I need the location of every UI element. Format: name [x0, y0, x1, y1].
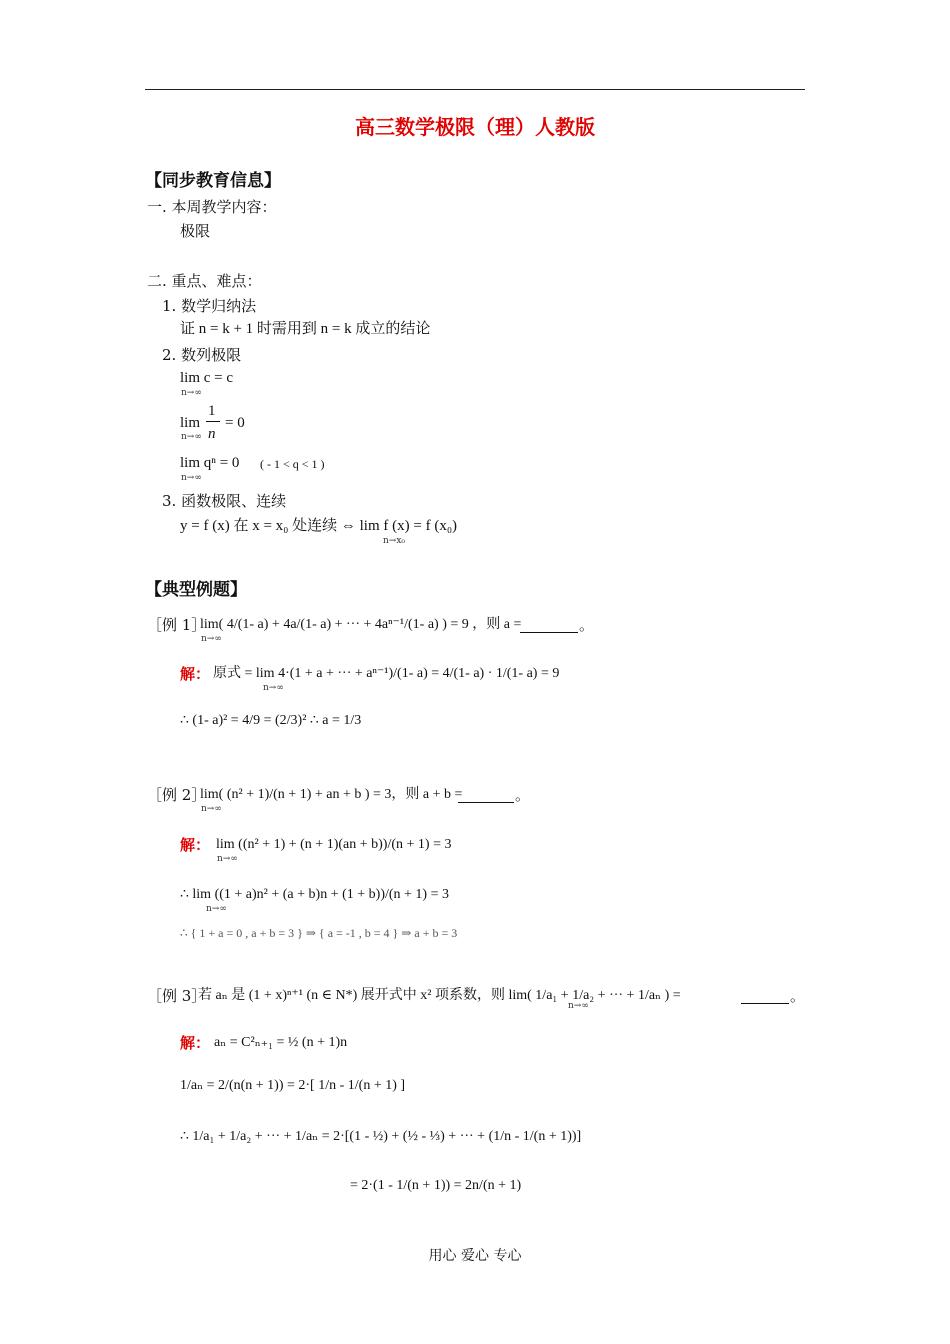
limit-reciprocal-denominator: n: [208, 426, 216, 442]
limit-subscript: n→∞: [206, 904, 227, 914]
limit-reciprocal-lim: lim: [180, 415, 201, 431]
example2-period: 。: [515, 786, 531, 804]
page-title: 高三数学极限（理）人教版: [355, 115, 595, 139]
limit-geometric-condition: ( - 1 < q < 1 ): [260, 457, 325, 471]
limit-subscript: n→∞: [201, 634, 222, 644]
item3-title: 3. 函数极限、连续: [162, 492, 287, 510]
example3-solution-line2: 1/aₙ = 2/(n(n + 1)) = 2·[ 1/n - 1/(n + 1) ]: [180, 1078, 406, 1093]
limit-subscript: n→∞: [181, 432, 202, 442]
limit-subscript: n→∞: [568, 1001, 589, 1011]
example2-label: ［例 2］: [147, 786, 207, 804]
limit-subscript: n→∞: [201, 804, 222, 814]
limit-reciprocal-result: = 0: [225, 415, 245, 431]
limit-geometric: lim qⁿ = 0: [180, 455, 240, 471]
example2-question: lim( (n² + 1)/(n + 1) + an + b ) = 3，则 a + b =: [200, 787, 463, 802]
example3-solution-line4: = 2·(1 - 1/(n + 1)) = 2n/(n + 1): [350, 1178, 522, 1193]
limit-constant: lim c = c: [180, 370, 234, 386]
limit-subscript: n→∞: [181, 473, 202, 483]
fraction-bar: [206, 421, 220, 422]
part2-heading: 二. 重点、难点：: [147, 272, 262, 290]
limit-subscript: n→∞: [181, 388, 202, 398]
example3-label: ［例 3］: [147, 987, 207, 1005]
example1-solution-label: 解：: [180, 665, 211, 683]
limit-subscript: n→∞: [217, 854, 238, 864]
example2-solution-label: 解：: [180, 836, 211, 854]
example1-question: lim( 4/(1- a) + 4a/(1- a) + ··· + 4aⁿ⁻¹/(1- a) ) = 9 ，则 a =: [200, 617, 522, 632]
example2-solution-line2: ∴ lim ((1 + a)n² + (a + b)n + (1 + b))/(n + 1) = 3: [180, 887, 449, 902]
continuity-subscript: n→x₀: [383, 536, 406, 546]
item2-title: 2. 数列极限: [162, 346, 242, 364]
part1-content: 极限: [180, 222, 211, 240]
example1-answer-blank: [520, 632, 578, 633]
limit-subscript: n→∞: [263, 683, 284, 693]
example1-label: ［例 1］: [147, 616, 207, 634]
example3-solution-line1: aₙ = C²ₙ₊₁ = ½ (n + 1)n: [214, 1035, 348, 1050]
example3-solution-line3: ∴ 1/a₁ + 1/a₂ + ··· + 1/aₙ = 2·[(1 - ½) + (½ - ⅓) + ··· + (1/n - 1/(n + 1))]: [180, 1129, 582, 1144]
example3-answer-blank: [741, 1003, 789, 1004]
example2-solution-line1: lim ((n² + 1) + (n + 1)(an + b))/(n + 1) = 3: [216, 837, 452, 852]
header-rule: [145, 89, 805, 90]
page-footer: 用心 爱心 专心: [428, 1248, 522, 1264]
example3-period: 。: [790, 987, 806, 1005]
section-sync-info: 【同步教育信息】: [145, 171, 281, 191]
example3-solution-label: 解：: [180, 1034, 211, 1052]
item1-title: 1. 数学归纳法: [162, 297, 257, 315]
example1-period: 。: [579, 616, 595, 634]
limit-reciprocal-numerator: 1: [208, 403, 216, 419]
section-examples: 【典型例题】: [145, 580, 247, 600]
part1-heading: 一. 本周教学内容：: [147, 198, 277, 216]
example1-solution-line2: ∴ (1- a)² = 4/9 = (2/3)² ∴ a = 1/3: [180, 713, 362, 728]
example2-solution-line3: ∴ { 1 + a = 0 , a + b = 3 } ⇒ { a = -1 , b = 4 } ⇒ a + b = 3: [180, 926, 458, 940]
example2-answer-blank: [458, 802, 514, 803]
item1-text: 证 n = k + 1 时需用到 n = k 成立的结论: [180, 321, 431, 337]
example3-question: 若 aₙ 是 (1 + x)ⁿ⁺¹ (n ∈ N*) 展开式中 x² 项系数，则 lim( 1/a₁ + 1/a₂ + ··· + 1/aₙ ) =: [198, 988, 681, 1003]
continuity-formula: y = f (x) 在 x = x₀ 处连续 ⇔ lim f (x) = f (x₀): [180, 518, 458, 534]
example1-solution-line1: 原式 = lim 4·(1 + a + ··· + aⁿ⁻¹)/(1- a) = 4/(1- a) · 1/(1- a) = 9: [213, 666, 560, 681]
